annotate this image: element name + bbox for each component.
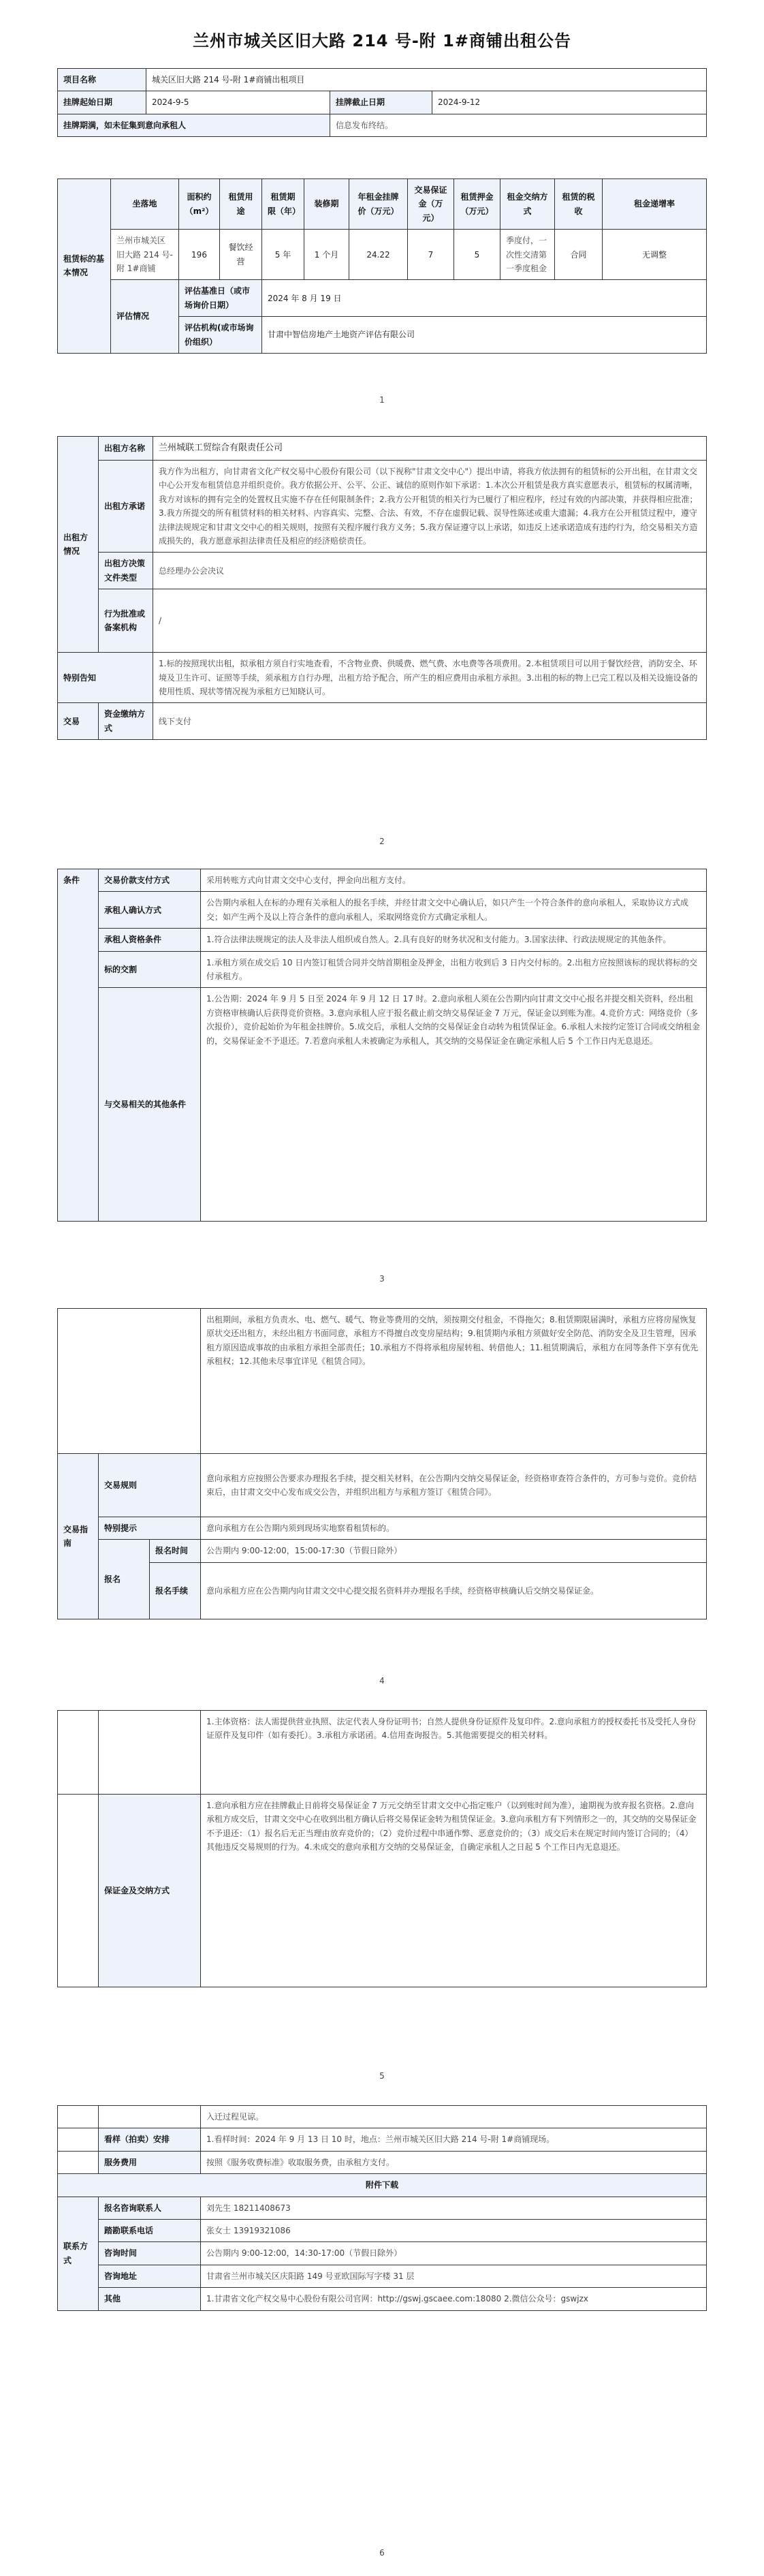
lessor-decision-value: 总经理办公会决议 <box>153 553 707 589</box>
contact-label: 其他 <box>99 2288 201 2310</box>
conditions-section <box>57 869 707 1222</box>
subject-section-label: 租赁标的基本情况 <box>58 179 111 354</box>
subject-header: 交易保证金（万元） <box>408 179 454 230</box>
contact-value[interactable]: 1.甘肃省文化产权交易中心股份有限公司官网：http://gswj.gscaee.com:18080 2.微信公众号：gswjzx <box>201 2288 707 2310</box>
subject-data-row <box>58 230 707 280</box>
continued-text: 出租期间，承租方负责水、电、燃气、暖气、物业等费用的交纳，须按期交付租金，不得拖欠；8.租赁期限届满时，承租方应将房屋恢复原状交还出租方，未经出租方书面同意，承租方不得擅自改变房屋结构；9.租赁期内承租方须做好安全防范、消防安全及卫生管理，因承租方原因造成事故的由承租方承担全部责任；10.承租方不得将承租房屋转租、转借他人；11.租赁期满后，承租方在同等条件下享有优先承租权；12.其他未尽事宜详见《租赁合同》。 <box>201 1309 707 1454</box>
deposit-section <box>57 1710 707 1987</box>
start-date-label: 挂牌起始日期 <box>58 91 146 114</box>
subject-header: 租赁期限（年） <box>262 179 304 230</box>
lessor-approval-label: 行为批准或备案机构 <box>99 589 153 653</box>
subject-cell: 5 <box>454 230 500 280</box>
guide-label: 交易指南 <box>58 1454 99 1619</box>
signup-proc-label: 报名手续 <box>150 1562 201 1619</box>
hint-label: 特别提示 <box>99 1517 201 1540</box>
page-number: 6 <box>379 2548 385 2558</box>
eval-org-label: 评估机构(或市场询价组织） <box>179 317 262 354</box>
contact-value: 刘先生 18211408673 <box>201 2197 707 2219</box>
subject-header: 租赁的税收 <box>555 179 603 230</box>
project-name-label: 项目名称 <box>58 69 146 91</box>
condition-label: 交易价款支付方式 <box>99 869 201 892</box>
conditions-section-label: 条件 <box>58 869 99 1222</box>
extend-rule-value: 信息发布终结。 <box>330 114 707 136</box>
contact-value: 张女士 13919321086 <box>201 2219 707 2241</box>
page-number: 5 <box>379 2071 385 2081</box>
deposit-value: 1.意向承租方应在挂牌截止日前将交易保证金 7 万元交纳至甘肃文交中心指定账户（以到账时间为准），逾期视为放弃报名资格。2.意向承租方成交后，甘肃文交中心在收到出租方确认后将交易保证金转为租赁保证金。3.意向承租方有下列情形之一的，其交纳的交易保证金不予退还：（1）报名后无正当理由放弃竞价的；（2）竞价过程中串通作弊、恶意竞价的；（3）成交后未在规定时间内签订合同的；（4）其他违反交易规则的行为。4.未成交的意向承租方交纳的交易保证金，自确定承租人之日起 5 个工作日内无息退还。 <box>201 1795 707 1987</box>
lessor-name-value: 兰州城联工贸综合有限责任公司 <box>153 437 707 461</box>
contact-value: 甘肃省兰州市城关区庆阳路 149 号亚欧国际写字楼 31 层 <box>201 2265 707 2287</box>
page-number: 3 <box>379 1274 385 1284</box>
subject-cell: 餐饮经营 <box>220 230 262 280</box>
subject-cell: 季度付，一次性交清第一季度租金 <box>500 230 555 280</box>
signup-label: 报名 <box>99 1540 150 1619</box>
subject-header: 面积约（m²） <box>179 179 220 230</box>
subject-header: 租金交纳方式 <box>500 179 555 230</box>
eval-label: 评估情况 <box>111 280 179 354</box>
end-date-value: 2024-9-12 <box>432 91 707 114</box>
subject-header: 租赁押金（万元） <box>454 179 500 230</box>
condition-value: 采用转账方式向甘肃文交中心支付，押金向出租方支付。 <box>201 869 707 892</box>
page-number: 2 <box>379 837 385 846</box>
condition-label: 标的交割 <box>99 951 201 988</box>
view-value: 1.看样时间：2024 年 9 月 13 日 10 时，地点：兰州市城关区旧大路 214 号-附 1#商铺现场。 <box>201 2128 707 2151</box>
contact-section <box>57 2105 707 2311</box>
signup-time-value: 公告期内 9:00-12:00，15:00-17:30（节假日除外） <box>201 1540 707 1562</box>
subject-cell: 196 <box>179 230 220 280</box>
start-date-value: 2024-9-5 <box>146 91 330 114</box>
lessor-decision-label: 出租方决策文件类型 <box>99 553 153 589</box>
service-value: 按照《服务收费标准》收取服务费，由承租方支付。 <box>201 2151 707 2173</box>
extend-rule-label: 挂牌期满，如未征集到意向承租人 <box>58 114 330 136</box>
contact-label: 报名咨询联系人 <box>99 2197 201 2219</box>
condition-value: 1.公告期：2024 年 9 月 5 日至 2024 年 9 月 12 日 17 时。2.意向承租人须在公告期内向甘肃文交中心报名并提交相关资料，经出租方资格审核确认后获得竞价资格。3.意向承租人应于报名截止前交纳交易保证金 7 万元，保证金以到账为准。4.竞价方式：网络竞价（多次报价），竞价起始价为年租金挂牌价。5.成交后，承租人交纳的交易保证金自动转为租赁保证金。6.承租人未按约定签订合同或交纳租金的，交易保证金不予退还。7.若意向承租人未被确定为承租人，其交纳的交易保证金在确定承租人后 5 个工作日内无息退还。 <box>201 988 707 1222</box>
deposit-label: 保证金及交纳方式 <box>99 1795 201 1987</box>
subject-header: 装修期 <box>304 179 349 230</box>
lessor-commit-value: 我方作为出租方，向甘肃省文化产权交易中心股份有限公司（以下视称"甘肃文交中心"）提出申请，将我方依法拥有的租赁标的公开出租，在甘肃文交中心公开发布租赁信息并组织竞价。我方依据公开、公平、公正、诚信的原则作如下承诺：1.本次公开租赁是我方真实意愿表示，租赁标的权属清晰，我方对该标的拥有完全的处置权且实施不存在任何限制条件；2.我方公开租赁的相关行为已履行了相应程序，经过有效的内部决策，并获得相应批准；3.我方所提交的所有租赁材料的相关材料、内容真实、完整、合法、有效，不存在虚假记载、误导性陈述或重大遗漏；4.我方在公开租赁过程中，遵守法律法规规定和甘肃文交中心的相关规则，按照有关程序履行我方义务；5.我方保证遵守以上承诺，如违反上述承诺造成有违约行为，给交易相关方造成损失的，我方愿意承担法律责任及相应的经济赔偿责任。 <box>153 461 707 553</box>
page-number: 1 <box>379 395 385 405</box>
subject-cell: 7 <box>408 230 454 280</box>
lessor-commit-label: 出租方承诺 <box>99 461 153 553</box>
condition-value: 1.符合法律法规规定的法人及非法人组织或自然人。2.具有良好的财务状况和支付能力。3.国家法律、行政法规规定的其他条件。 <box>201 929 707 951</box>
subject-section <box>57 179 707 354</box>
view-label: 看样（拍卖）安排 <box>99 2128 201 2151</box>
page-title: 兰州市城关区旧大路 214 号-附 1#商铺出租公告 <box>193 31 571 50</box>
contact-section-label: 联系方式 <box>58 2197 99 2310</box>
subject-cell: 合同 <box>555 230 603 280</box>
guide-section <box>57 1308 707 1619</box>
lessor-section-label: 出租方情况 <box>58 437 99 653</box>
condition-label: 与交易相关的其他条件 <box>99 988 201 1222</box>
hint-value: 意向承租方在公告期内须到现场实地察看租赁标的。 <box>201 1517 707 1540</box>
settle-label: 资金缴纳方式 <box>99 703 153 740</box>
eval-date-label: 评估基准日（或市场询价日期） <box>179 280 262 317</box>
lessor-section <box>57 436 707 740</box>
lessor-approval-value: / <box>153 589 707 653</box>
subject-header: 租金递增率 <box>603 179 707 230</box>
condition-label: 承租人确认方式 <box>99 892 201 929</box>
special-notice-value: 1.标的按照现状出租，拟承租方须自行实地查看，不含物业费、供暖费、燃气费、水电费等各项费用。2.本租赁项目可以用于餐饮经营，消防安全、环境及卫生许可、证照等手续，须承租方自行办理，出租方给予配合，所产生的相应费用由承租方承担。3.出租的标的物上已完工程以及相关设施设备的使用性质、现状等情况视为承租方已知晓认可。 <box>153 653 707 703</box>
subject-cell: 无调整 <box>603 230 707 280</box>
condition-value: 公告期内承租人在标的办理有关承租人的报名手续，并经甘肃文交中心确认后，如只产生一个符合条件的意向承租人，采取协议方式成交；如产生两个及以上符合条件的意向承租人，采取网络竞价方式确定承租人。 <box>201 892 707 929</box>
lessor-name-label: 出租方名称 <box>99 437 153 461</box>
project-info-section <box>57 68 707 137</box>
attachment-download-label[interactable]: 附件下载 <box>58 2174 707 2197</box>
subject-cell: 兰州市城关区旧大路 214 号-附 1#商铺 <box>111 230 179 280</box>
contact-label: 踏勘联系电话 <box>99 2219 201 2241</box>
rules-value: 意向承租方应按照公告要求办理报名手续，提交相关材料，在公告期内交纳交易保证金，经资格审查符合条件的，方可参与竞价。竞价结束后，由甘肃文交中心发布成交公告，并组织出租方与承租方签订《租赁合同》。 <box>201 1454 707 1517</box>
signup-proc-value: 意向承租方应在公告期内向甘肃文交中心提交报名资料并办理报名手续，经资格审核确认后交纳交易保证金。 <box>201 1562 707 1619</box>
subject-cell: 1 个月 <box>304 230 349 280</box>
signup-time-label: 报名时间 <box>150 1540 201 1562</box>
subject-cell: 24.22 <box>349 230 408 280</box>
trade-label: 交易 <box>58 703 99 740</box>
materials-value: 1.主体资格：法人需提供营业执照、法定代表人身份证明书；自然人提供身份证原件及复印件。2.意向承租方的授权委托书及受托人身份证原件及复印件（如有委托）。3.承租方承诺函。4.信用查询报告。5.其他需要提交的相关材料。 <box>201 1711 707 1795</box>
special-notice-label: 特别告知 <box>58 653 153 703</box>
settle-value: 线下支付 <box>153 703 707 740</box>
project-name-value: 城关区旧大路 214 号-附 1#商铺出租项目 <box>146 69 707 91</box>
subject-header-row <box>58 179 707 230</box>
eval-org-value: 甘肃中智信房地产土地资产评估有限公司 <box>262 317 707 354</box>
condition-label: 承租人资格条件 <box>99 929 201 951</box>
eval-date-value: 2024 年 8 月 19 日 <box>262 280 707 317</box>
subject-cell: 5 年 <box>262 230 304 280</box>
contact-label: 咨询时间 <box>99 2242 201 2265</box>
service-label: 服务费用 <box>99 2151 201 2173</box>
contact-label: 咨询地址 <box>99 2265 201 2287</box>
contact-value: 公告期内 9:00-12:00，14:30-17:00（节假日除外） <box>201 2242 707 2265</box>
rules-label: 交易规则 <box>99 1454 201 1517</box>
end-date-label: 挂牌截止日期 <box>330 91 432 114</box>
subject-header: 坐落地 <box>111 179 179 230</box>
subject-header: 年租金挂牌价（万元） <box>349 179 408 230</box>
page-number: 4 <box>379 1676 385 1686</box>
top-text: 入迁过程见谅。 <box>201 2106 707 2128</box>
subject-header: 租赁用途 <box>220 179 262 230</box>
condition-value: 1.承租方须在成交后 10 日内签订租赁合同并交纳首期租金及押金，出租方收到后 3 日内交付标的。2.出租方应按照该标的现状将标的交付承租方。 <box>201 951 707 988</box>
